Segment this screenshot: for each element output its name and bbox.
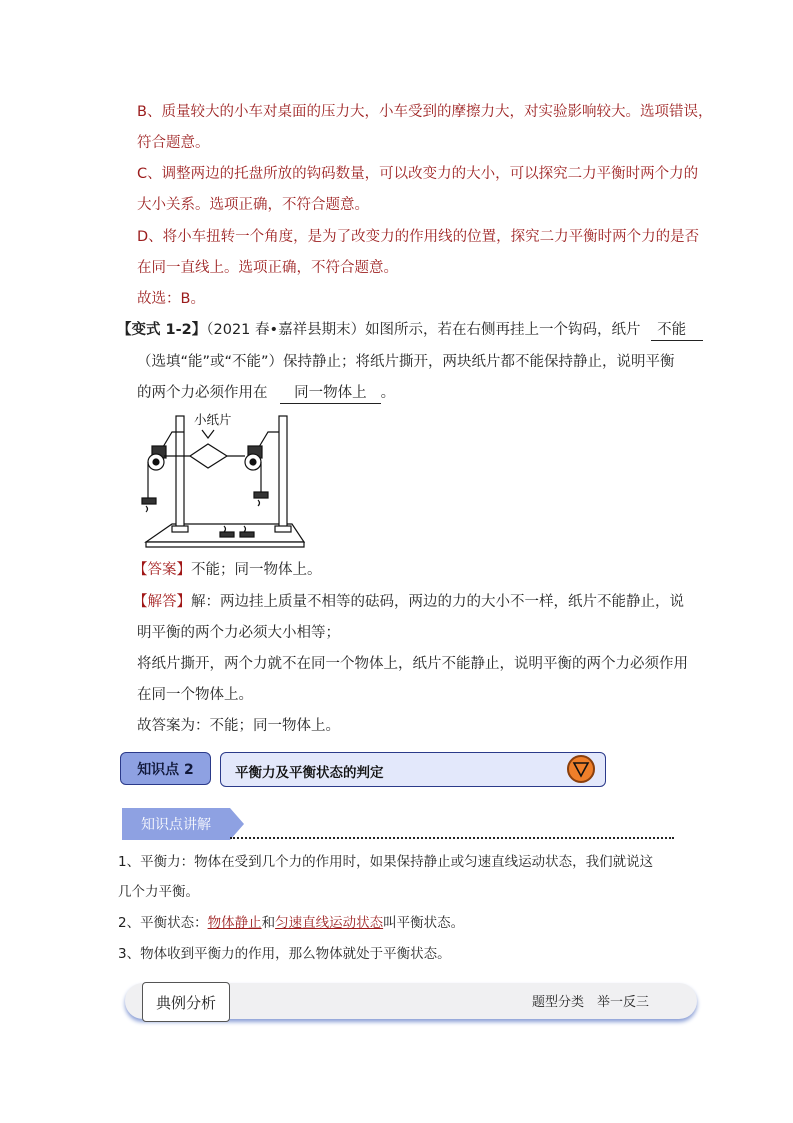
- lecture-tab: 知识点讲解: [122, 808, 230, 840]
- example-analysis-button: 典例分析: [142, 982, 230, 1022]
- answer-tag: 【答案】: [133, 562, 191, 578]
- dotted-divider: [230, 837, 674, 839]
- option-c-line2: 大小关系。选项正确，不符合题意。: [137, 197, 369, 213]
- knowledge-point-title: 平衡力及平衡状态的判定: [235, 765, 384, 781]
- option-c-line1: C、调整两边的托盘所放的钩码数量，可以改变力的大小，可以探究二力平衡时两个力的: [137, 166, 699, 182]
- answer-line: [133, 560, 322, 580]
- explanation-text1: 解：两边挂上质量不相等的砝码，两边的力的大小不一样，纸片不能静止，说: [191, 594, 684, 610]
- option-b-line1: B、质量较大的小车对桌面的压力大，小车受到的摩擦力大，对实验影响较大。选项错误，: [137, 104, 713, 120]
- lecture-p1a: 1、平衡力：物体在受到几个力的作用时，如果保持静止或匀速直线运动状态，我们就说这: [118, 854, 654, 870]
- explanation-tag: 【解答】: [133, 594, 191, 610]
- variant-text1: （2021 春•嘉祥县期末）如图所示，若在右侧再挂上一个钩码，纸片: [206, 322, 641, 338]
- lecture-p2-and: 和: [261, 915, 276, 931]
- experiment-figure: [132, 408, 310, 553]
- lecture-p2: [118, 913, 464, 933]
- answer-blank-2: 同一物体上: [280, 383, 381, 404]
- knowledge-point-label: 知识点 2: [120, 752, 211, 785]
- explanation-line2: 明平衡的两个力必须大小相等；: [137, 625, 340, 641]
- variant-text3: 的两个力必须作用在: [137, 385, 268, 401]
- explanation-line4: 在同一个物体上。: [137, 687, 253, 703]
- explanation-line3: 将纸片撕开，两个力就不在同一个物体上，纸片不能静止，说明平衡的两个力必须作用: [137, 656, 688, 672]
- lecture-p2-prefix: 2、平衡状态：: [118, 915, 208, 931]
- variant-period: 。: [380, 385, 396, 401]
- lecture-p2-term2: 匀速直线运动状态: [275, 915, 384, 931]
- lecture-p2-term1: 物体静止: [207, 915, 262, 931]
- example-analysis-subtitle: 题型分类 举一反三: [532, 995, 650, 1010]
- knowledge-point-title-box: [220, 752, 606, 787]
- lecture-p2-suffix: 叫平衡状态。: [383, 915, 465, 931]
- variant-tag: 【变式 1-2】: [117, 322, 207, 338]
- figure-label: 小纸片: [194, 412, 232, 427]
- lecture-p3: 3、物体收到平衡力的作用，那么物体就处于平衡状态。: [118, 946, 451, 962]
- answer-blank-1: 不能: [651, 320, 703, 341]
- lecture-p1b: 几个力平衡。: [118, 884, 199, 900]
- explanation-line5: 故答案为：不能；同一物体上。: [137, 718, 340, 734]
- option-d-line1: D、将小车扭转一个角度，是为了改变力的作用线的位置，探究二力平衡时两个力的是否: [137, 229, 700, 245]
- option-b-line2: 符合题意。: [137, 135, 210, 151]
- variant-question-line3: [137, 383, 395, 404]
- explanation-line1: [133, 592, 684, 612]
- collapse-triangle-icon[interactable]: [567, 755, 595, 783]
- answer-text: 不能；同一物体上。: [191, 562, 322, 578]
- option-d-line2: 在同一直线上。选项正确，不符合题意。: [137, 260, 398, 276]
- selection-line: 故选：B。: [137, 291, 205, 307]
- variant-question-line2: （选填“能”或“不能”）保持静止；将纸片撕开，两块纸片都不能保持静止，说明平衡: [137, 354, 675, 370]
- variant-question-line1: [117, 320, 703, 341]
